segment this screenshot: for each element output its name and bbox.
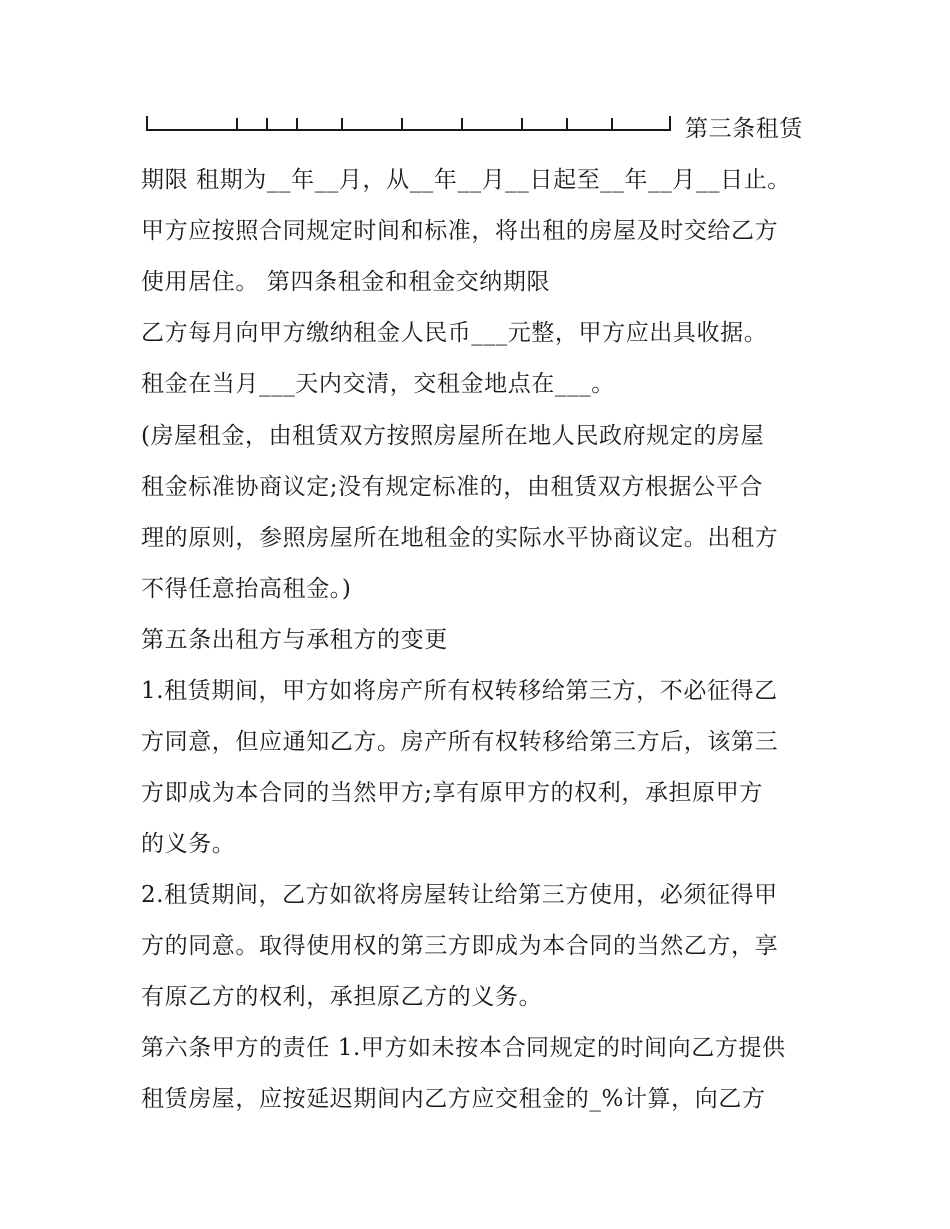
text-line: 方的同意。取得使用权的第三方即成为本合同的当然乙方，享	[141, 933, 779, 959]
text-line: 使用居住。 第四条租金和租金交纳期限	[141, 269, 551, 295]
text-line: 有原乙方的权利，承担原乙方的义务。	[141, 984, 543, 1010]
ruler-graphic	[146, 114, 671, 132]
text-line: 不得任意抬高租金。)	[141, 576, 352, 602]
section-3-heading-start: 第三条租赁	[685, 116, 803, 142]
text-line: 第五条出租方与承租方的变更	[141, 627, 448, 653]
text-line: 租金在当月___天内交清，交租金地点在___。	[141, 371, 615, 397]
text-line: 期限 租期为__年__月，从__年__月__日起至__年__月__日止。	[141, 167, 791, 193]
text-line: 理的原则，参照房屋所在地租金的实际水平协商议定。出租方	[141, 525, 779, 551]
text-line: 的义务。	[141, 831, 236, 857]
text-line: 2.租赁期间，乙方如欲将房屋转让给第三方使用，必须征得甲	[141, 882, 778, 908]
text-line: 方即成为本合同的当然甲方;享有原甲方的权利，承担原甲方	[141, 780, 763, 806]
table-ruler-line	[146, 114, 671, 132]
text-line: 甲方应按照合同规定时间和标准，将出租的房屋及时交给乙方	[141, 218, 779, 244]
text-line: 第六条甲方的责任 1.甲方如未按本合同规定的时间向乙方提供	[141, 1035, 786, 1061]
text-line: 租赁房屋，应按延迟期间内乙方应交租金的_%计算，向乙方	[141, 1086, 766, 1112]
text-line: 1.租赁期间，甲方如将房产所有权转移给第三方，不必征得乙	[141, 678, 778, 704]
text-line: 乙方每月向甲方缴纳租金人民币___元整，甲方应出具收据。	[141, 320, 768, 346]
text-line: 方同意，但应通知乙方。房产所有权转移给第三方后，该第三	[141, 729, 779, 755]
text-line: (房屋租金，由租赁双方按照房屋所在地人民政府规定的房屋	[141, 423, 765, 449]
text-line: 租金标准协商议定;没有规定标准的，由租赁双方根据公平合	[141, 474, 763, 500]
